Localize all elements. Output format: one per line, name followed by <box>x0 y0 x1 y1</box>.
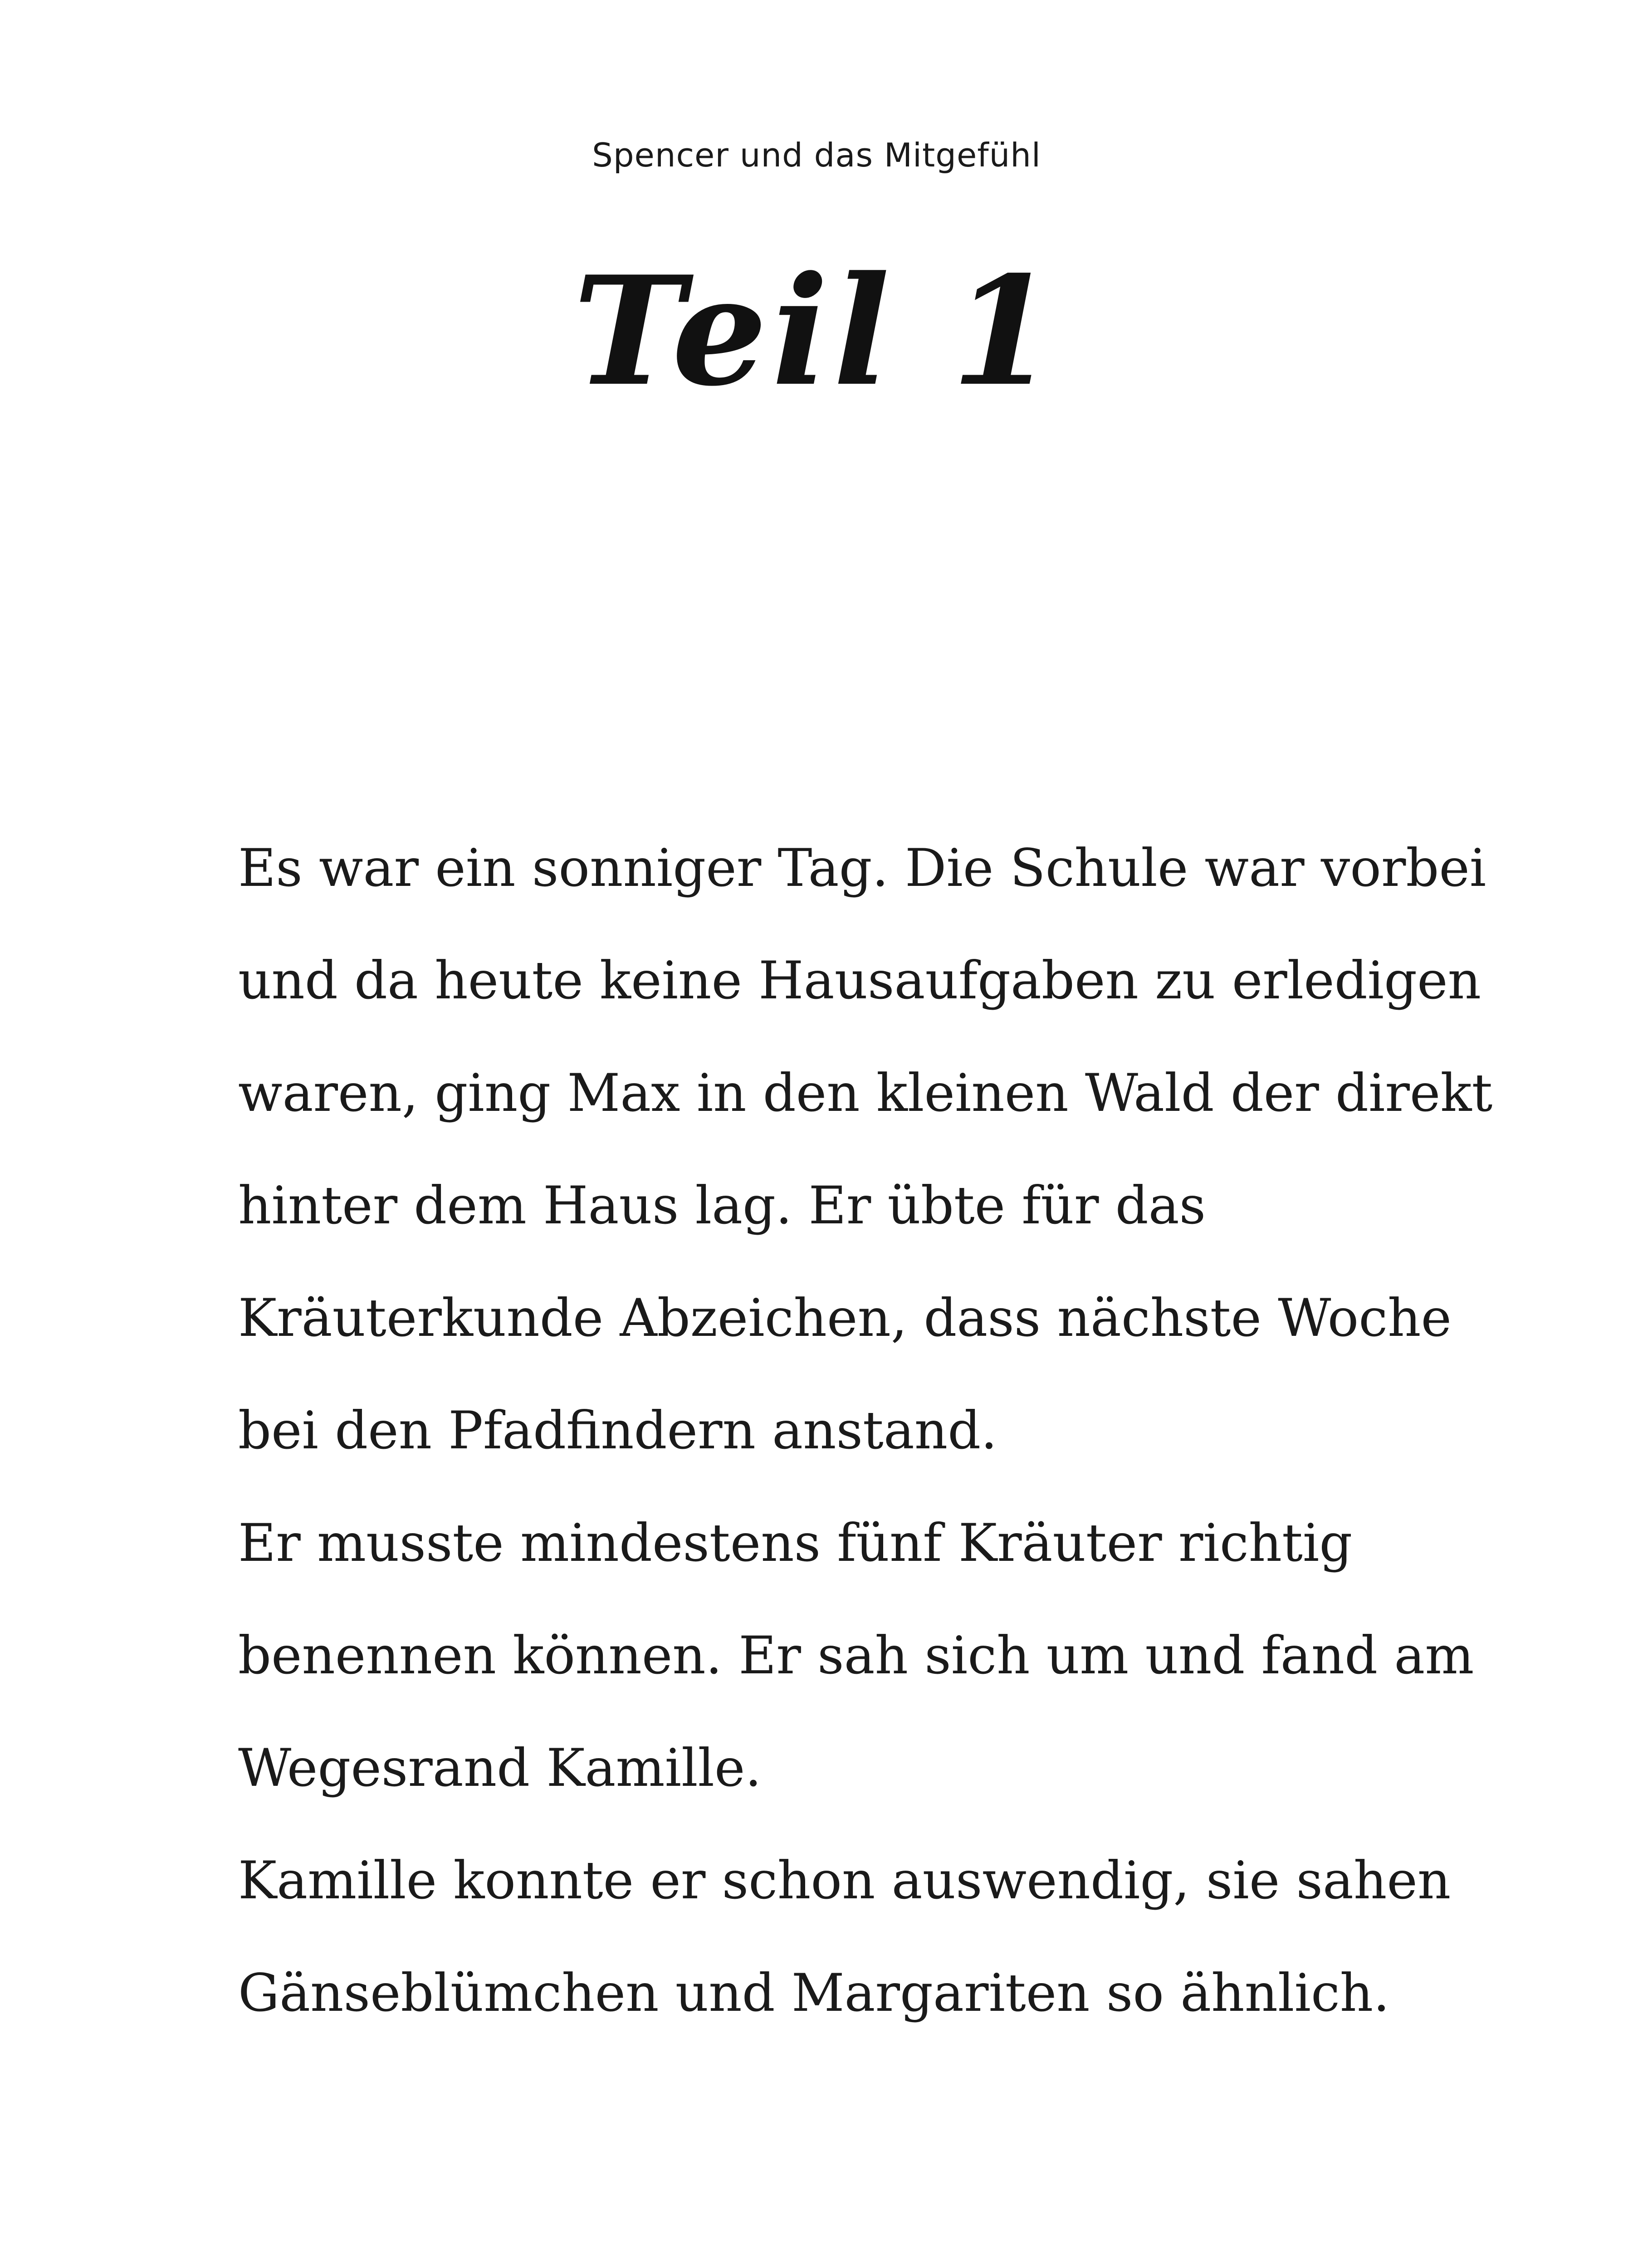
text-line: und da heute keine Hausaufgaben zu erledigen <box>238 950 1481 1011</box>
text-line: Es war ein sonniger Tag. Die Schule war vorbei <box>238 838 1486 898</box>
text-line: Wegesrand Kamille. <box>238 1738 762 1798</box>
text-line: waren, ging Max in den kleinen Wald der direkt <box>238 1063 1493 1123</box>
text-line: Kamille konnte er schon auswendig, sie sahen <box>238 1850 1451 1911</box>
chapter-title: Teil 1 <box>573 243 1060 419</box>
text-line: hinter dem Haus lag. Er übte für das <box>238 1175 1206 1236</box>
text-line: bei den Pfadfindern anstand. <box>238 1400 997 1461</box>
paragraph-1 <box>238 812 1493 1487</box>
paragraph-3 <box>238 1824 1463 2049</box>
paragraph-2 <box>238 1487 1474 1824</box>
text-line: Gänseblümchen und Margariten so ähnlich. <box>238 1963 1390 2023</box>
text-line: Kräuterkunde Abzeichen, dass nächste Woche <box>238 1288 1452 1348</box>
running-header: Spencer und das Mitgefühl <box>592 136 1041 174</box>
text-line: benennen können. Er sah sich um und fand am <box>238 1625 1474 1686</box>
text-line: Er musste mindestens fünf Kräuter richtig <box>238 1513 1353 1573</box>
body-text <box>238 812 1493 2049</box>
